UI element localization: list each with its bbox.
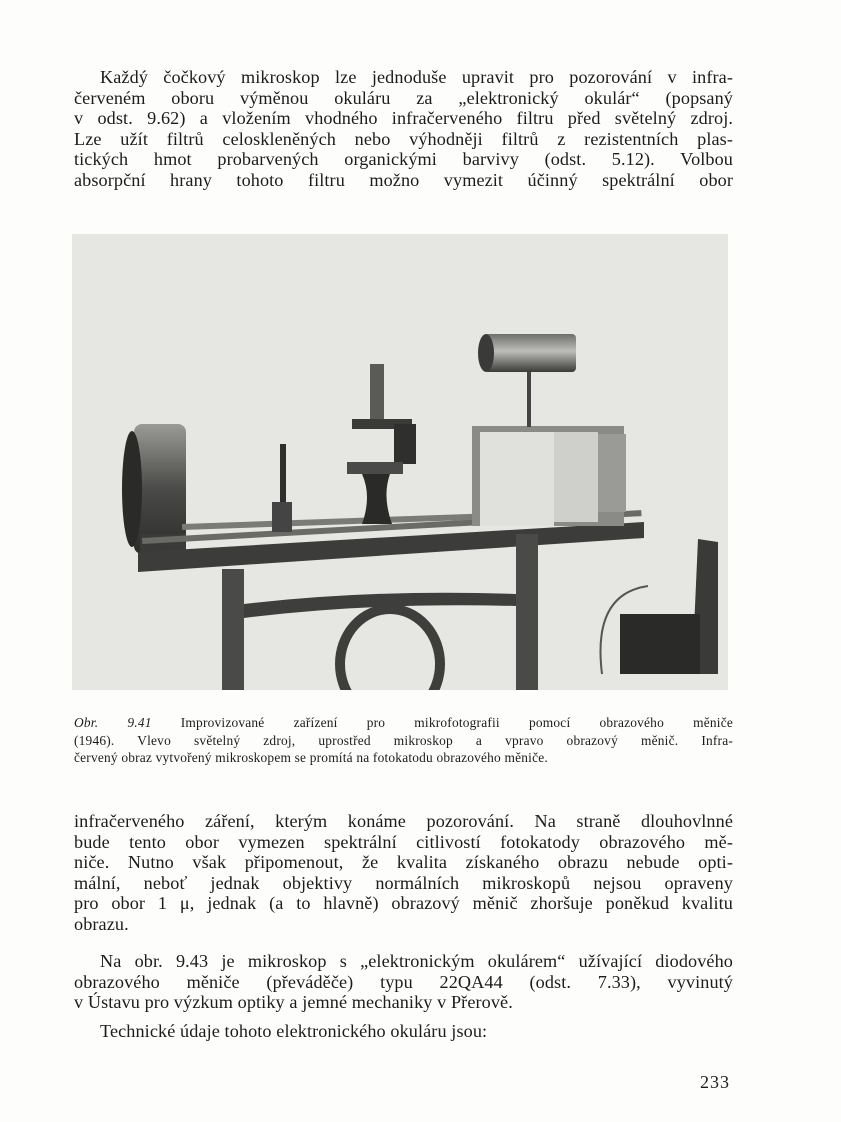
text-line: obrazu. bbox=[74, 913, 129, 934]
apparatus-photo-icon bbox=[72, 234, 728, 690]
caption-text: Improvizované zařízení pro mikrofotografii pomocí obrazového měniče bbox=[151, 715, 733, 730]
paragraph-technical-data bbox=[74, 1021, 733, 1042]
text-line: Každý čočkový mikroskop lze jednoduše upravit pro pozorování v infra- bbox=[100, 67, 733, 87]
text-line: absorpční hrany tohoto filtru možno vymezit účinný spektrální obor bbox=[74, 169, 733, 190]
paragraph-figure-reference bbox=[74, 951, 733, 1013]
text-line: tických hmot probarvených organickými barvivy (odst. 5.12). Volbou bbox=[74, 149, 733, 170]
text-line: Na obr. 9.43 je mikroskop s „elektronickým okulárem“ užívající diodového bbox=[100, 951, 733, 971]
text-line: Lze užít filtrů celoskleněných nebo výhodněji filtrů z rezistentních plas- bbox=[74, 128, 733, 149]
figure-label: Obr. 9.41 bbox=[74, 715, 152, 730]
text-line: niče. Nutno však připomenout, že kvalita získaného obrazu nebude opti- bbox=[74, 852, 733, 873]
text-line: Technické údaje tohoto elektronického okuláru jsou: bbox=[100, 1021, 488, 1041]
text-line: mální, neboť jednak objektivy normálních mikroskopů nejsou opraveny bbox=[74, 872, 733, 893]
text-line: v Ústavu pro výzkum optiky a jemné mechaniky v Přerově. bbox=[74, 992, 513, 1013]
text-line: obrazového měniče (převáděče) typu 22QA44 (odst. 7.33), vyvinutý bbox=[74, 971, 733, 992]
text-line: červeném oboru výměnou okuláru za „elektronický okulár“ (popsaný bbox=[74, 87, 733, 108]
caption-line bbox=[74, 714, 733, 732]
text-line: bude tento obor vymezen spektrální citlivostí fotokatody obrazového mě- bbox=[74, 831, 733, 852]
page-number: 233 bbox=[700, 1072, 730, 1092]
figure-photograph bbox=[72, 234, 728, 690]
figure-caption bbox=[74, 714, 733, 767]
text-line: v odst. 9.62) a vložením vhodného infračerveného filtru před světelný zdroj. bbox=[74, 108, 733, 129]
text-line: pro obor 1 μ, jednak (a to hlavně) obrazový měnič zhoršuje poněkud kvalitu bbox=[74, 893, 733, 914]
paragraph-intro bbox=[74, 67, 733, 191]
caption-line: (1946). Vlevo světelný zdroj, uprostřed mikroskop a vpravo obrazový měnič. Infra- bbox=[74, 732, 733, 748]
text-line: infračerveného záření, kterým konáme pozorování. Na straně dlouhovlnné bbox=[74, 811, 733, 831]
paragraph-continuation bbox=[74, 811, 733, 935]
caption-line: červený obraz vytvořený mikroskopem se promítá na fotokatodu obrazového měniče. bbox=[74, 750, 548, 766]
